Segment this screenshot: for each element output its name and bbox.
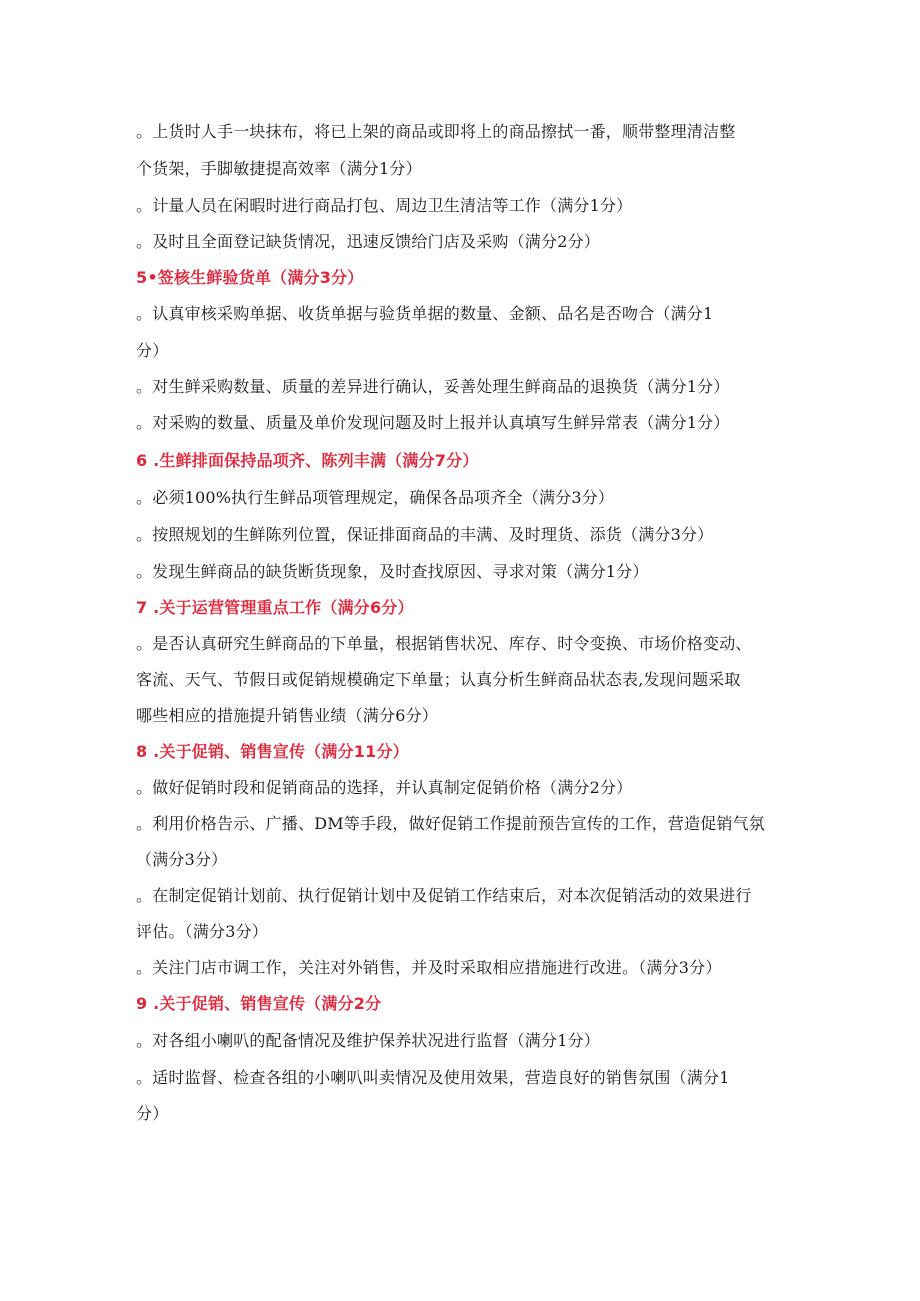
- body-line: 。适时监督、检查各组的小喇叭叫卖情况及使用效果，营造良好的销售氛围（满分1: [136, 1068, 730, 1087]
- body-line: 分）: [136, 1104, 169, 1123]
- body-line: 。是否认真研究生鲜商品的下单量，根据销售状况、库存、时令变换、市场价格变动、: [136, 634, 752, 653]
- body-line: 评估。（满分3分）: [136, 922, 268, 941]
- body-line: 。计量人员在闲暇时进行商品打包、周边卫生清洁等工作（满分1分）: [136, 196, 633, 215]
- body-line: 。上货时人手一块抹布，将已上架的商品或即将上的商品擦拭一番，顺带整理清洁整: [136, 122, 736, 141]
- section-heading: 7 .关于运营管理重点工作（满分6分）: [136, 598, 414, 617]
- section-heading: 8 .关于促销、销售宣传（满分11分）: [136, 742, 409, 761]
- body-line: 。对各组小喇叭的配备情况及维护保养状况进行监督（满分1分）: [136, 1031, 600, 1050]
- section-heading: 5•签核生鲜验货单（满分3分）: [136, 268, 364, 287]
- body-line: 。在制定促销计划前、执行促销计划中及促销工作结束后，对本次促销活动的效果进行: [136, 886, 752, 905]
- body-line: 。对生鲜采购数量、质量的差异进行确认，妥善处理生鲜商品的退换货（满分1分）: [136, 377, 730, 396]
- body-line: 个货架，手脚敏捷提高效率（满分1分）: [136, 159, 422, 178]
- body-line: 。对采购的数量、质量及单价发现问题及时上报并认真填写生鲜异常表（满分1分）: [136, 413, 730, 432]
- body-line: 。必须100%执行生鲜品项管理规定，确保各品项齐全（满分3分）: [136, 488, 615, 507]
- body-line: 。按照规划的生鲜陈列位置，保证排面商品的丰满、及时理货、添货（满分3分）: [136, 525, 714, 544]
- section-heading: 6 .生鲜排面保持品项齐、陈列丰满（满分7分）: [136, 451, 479, 470]
- body-line: 。做好促销时段和促销商品的选择，并认真制定促销价格（满分2分）: [136, 778, 633, 797]
- body-line: 。发现生鲜商品的缺货断货现象，及时查找原因、寻求对策（满分1分）: [136, 562, 649, 581]
- body-line: 分）: [136, 341, 169, 360]
- section-heading: 9 .关于促销、销售宣传（满分2分: [136, 994, 382, 1013]
- body-line: 。认真审核采购单据、收货单据与验货单据的数量、金额、品名是否吻合（满分1: [136, 304, 714, 323]
- body-line: 。利用价格告示、广播、DM等手段，做好促销工作提前预告宣传的工作，营造促销气氛: [136, 814, 766, 833]
- body-line: （满分3分）: [136, 850, 228, 869]
- body-line: 客流、天气、节假日或促销规模确定下单量；认真分析生鲜商品状态表,发现问题采取: [136, 670, 741, 689]
- body-line: 。关注门店市调工作，关注对外销售，并及时采取相应措施进行改进。（满分3分）: [136, 958, 722, 977]
- body-line: 哪些相应的措施提升销售业绩（满分6分）: [136, 706, 438, 725]
- body-line: 。及时且全面登记缺货情况，迅速反馈给门店及采购（满分2分）: [136, 232, 600, 251]
